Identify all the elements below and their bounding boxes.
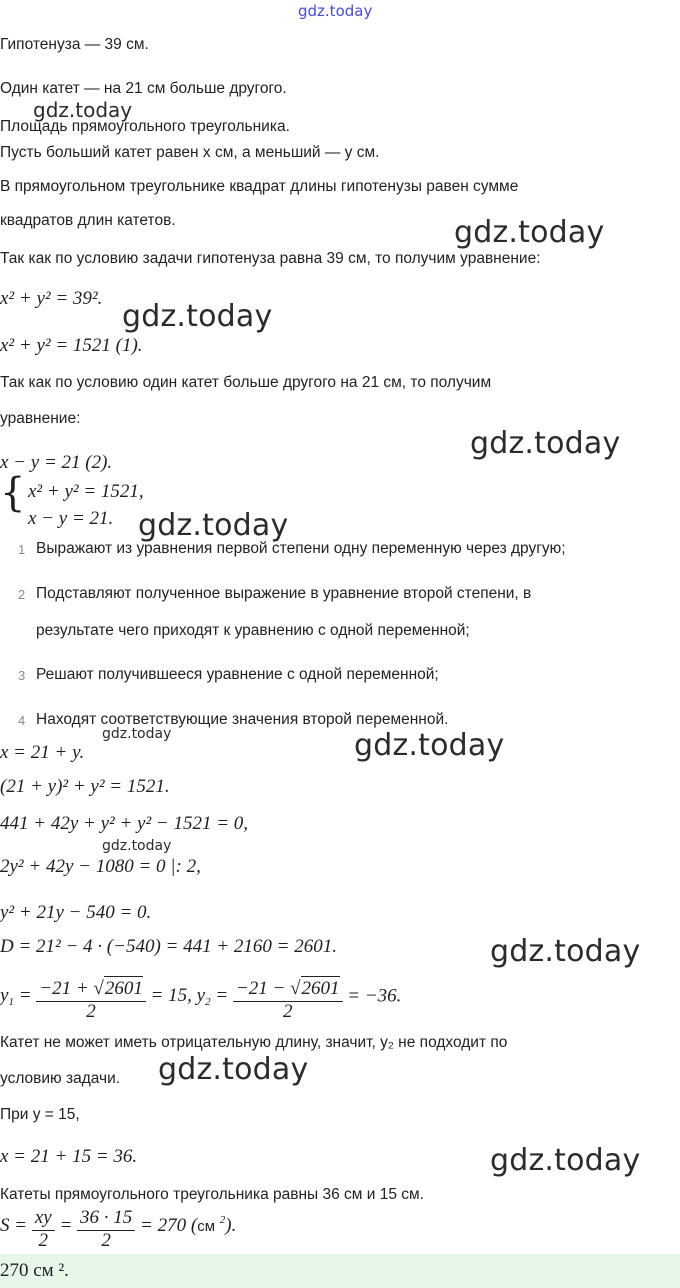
step-text: Находят соответствующие значения второй переменной.	[36, 711, 449, 728]
equation-3: x − y = 21 (2).	[0, 452, 113, 473]
system-eq-2: x − y = 21.	[28, 508, 114, 529]
system-eq-1: x² + y² = 1521,	[28, 481, 144, 502]
watermark: gdz.today	[470, 426, 621, 461]
answer: 270 см ².	[0, 1260, 69, 1281]
hypotenuse-given: Гипотенуза — 39 см.	[0, 36, 149, 53]
step-text: Выражают из уравнения первой степени одну переменную через другую;	[36, 540, 566, 557]
watermark: gdz.today	[138, 508, 289, 543]
x-value: x = 21 + 15 = 36.	[0, 1146, 138, 1167]
step-number: 1	[18, 542, 26, 557]
step-number: 4	[18, 713, 26, 728]
substitution-5: y² + 21y − 540 = 0.	[0, 902, 152, 923]
system-brace: {	[0, 470, 26, 516]
roots-label: $y_1$ =	[0, 985, 37, 1009]
equation-1: x² + y² = 39².	[0, 288, 103, 309]
step-text: Подставляют полученное выражение в уравнение второй степени, в	[36, 585, 532, 602]
substitution-1: x = 21 + y.	[0, 742, 85, 763]
substitution-2: (21 + y)² + y² = 1521.	[0, 776, 170, 797]
negative-note-1: Катет не может иметь отрицательную длину, значит, y₂ не подходит по	[0, 1034, 508, 1051]
answer-box	[0, 1254, 680, 1288]
step-number: 3	[18, 668, 26, 683]
watermark: gdz.today	[490, 934, 641, 969]
watermark: gdz.today	[33, 98, 133, 122]
question-area: Площадь прямоугольного треугольника.	[0, 118, 290, 135]
pythagoras-line-2: квадратов длин катетов.	[0, 212, 176, 229]
leg-difference-given: Один катет — на 21 см больше другого.	[0, 80, 287, 97]
let-statement: Пусть больший катет равен x см, а меньший — y см.	[0, 144, 380, 161]
watermark: gdz.today	[354, 728, 505, 763]
area-formula: S = $\frac{xy}{2}$ = $\frac{36 \cdot 15}{2}$ = 270 (см $^2$).	[0, 1207, 237, 1247]
watermark: gdz.today	[122, 299, 273, 334]
step-text: результате чего приходят к уравнению с одной переменной;	[36, 622, 470, 639]
discriminant: D = 21² − 4 · (−540) = 441 + 2160 = 2601.	[0, 936, 337, 957]
step-text: Решают получившееся уравнение с одной переменной;	[36, 666, 439, 683]
condition-legs-2: уравнение:	[0, 410, 81, 427]
condition-legs-1: Так как по условию один катет больше другого на 21 см, то получим	[0, 374, 492, 391]
watermark: gdz.today	[158, 1052, 309, 1087]
negative-note-2: условию задачи.	[0, 1070, 121, 1087]
roots: $y_1$ = $\frac{-21 + √2601}{2}$ = 15, $y_2$ = $\frac{-21 - √2601}{2}$ = −36.	[0, 978, 402, 1018]
watermark: gdz.today	[102, 838, 172, 854]
substitution-4: 2y² + 42y − 1080 = 0 |: 2,	[0, 856, 201, 877]
watermark-top: gdz.today	[298, 2, 373, 20]
legs-result: Катеты прямоугольного треугольника равны 36 см и 15 см.	[0, 1186, 424, 1203]
equation-2: x² + y² = 1521 (1).	[0, 335, 143, 356]
substitution-3: 441 + 42y + y² + y² − 1521 = 0,	[0, 813, 249, 834]
pythagoras-line-1: В прямоугольном треугольнике квадрат длины гипотенузы равен сумме	[0, 178, 519, 195]
watermark: gdz.today	[454, 215, 605, 250]
condition-hypotenuse: Так как по условию задачи гипотенуза равна 39 см, то получим уравнение:	[0, 250, 541, 267]
watermark: gdz.today	[102, 726, 172, 742]
step-number: 2	[18, 587, 26, 602]
at-y: При y = 15,	[0, 1106, 80, 1123]
watermark: gdz.today	[490, 1143, 641, 1178]
